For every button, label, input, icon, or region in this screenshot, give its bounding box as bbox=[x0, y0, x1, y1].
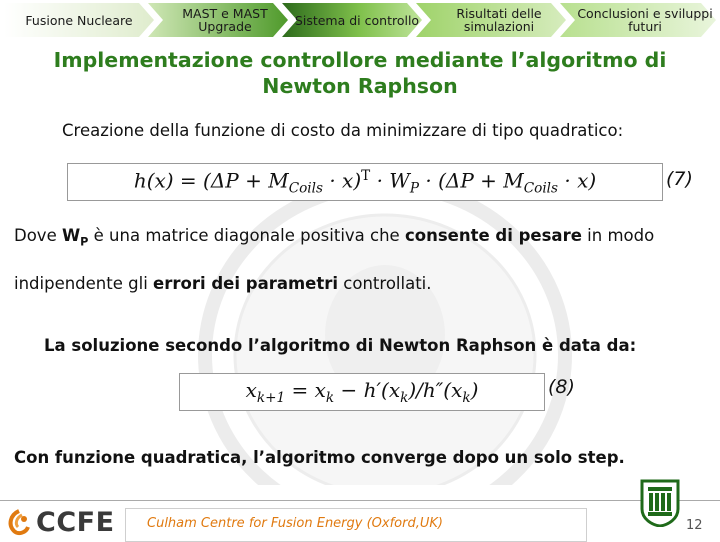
cost-function-formula: $h(x) = (\Delta P + M_{Coils} \cdot x)^T \cdot W_P \cdot (\Delta P + M_{Coils} \cdot x)$ bbox=[67, 163, 663, 201]
tab-fusione-nucleare[interactable] bbox=[4, 3, 154, 37]
ccfe-logo bbox=[6, 507, 115, 538]
conclusion-text: Con funzione quadratica, l’algoritmo converge dopo un solo step. bbox=[14, 448, 625, 467]
newton-raphson-formula: $x_{k+1} = x_k - h'(x_k)/h''(x_k)$ bbox=[179, 373, 545, 411]
ccfe-logo-text: CCFE bbox=[36, 507, 115, 538]
intro-text: Creazione della funzione di costo da minimizzare di tipo quadratico: bbox=[62, 121, 624, 140]
tab-label: Conclusioni e sviluppi futuri bbox=[577, 6, 713, 34]
tab-mast-upgrade[interactable] bbox=[148, 3, 288, 37]
desc-text: indipendente gli bbox=[14, 274, 154, 293]
desc-text: in modo bbox=[581, 226, 655, 245]
page-number: 12 bbox=[686, 518, 703, 533]
navigation-bar bbox=[0, 0, 720, 44]
tab-label: MAST e MAST Upgrade bbox=[182, 6, 268, 34]
tab-label: Risultati delle simulazioni bbox=[456, 6, 542, 34]
desc-wp-sub: P bbox=[80, 235, 89, 249]
tab-risultati-simulazioni[interactable] bbox=[416, 3, 566, 37]
desc-text: controllati. bbox=[338, 274, 432, 293]
tab-label: Sistema di controllo bbox=[294, 12, 420, 28]
desc-text: è una matrice diagonale positiva che bbox=[88, 226, 405, 245]
desc-wp: W bbox=[61, 226, 81, 245]
footer-caption: Culham Centre for Fusion Energy (Oxford,UK) bbox=[147, 516, 443, 531]
equation-number-7: (7) bbox=[666, 168, 693, 190]
ccfe-swirl-icon bbox=[6, 509, 32, 537]
description-line-2 bbox=[14, 274, 432, 293]
tab-conclusioni[interactable] bbox=[560, 3, 716, 37]
tab-sistema-di-controllo[interactable] bbox=[282, 3, 422, 37]
footer-divider bbox=[0, 500, 720, 501]
solution-heading: La soluzione secondo l’algoritmo di Newton Raphson è data da: bbox=[44, 336, 637, 355]
desc-emphasis: errori dei parametri bbox=[153, 274, 339, 293]
description-line-1 bbox=[14, 226, 654, 248]
desc-text: Dove bbox=[14, 226, 62, 245]
desc-emphasis: consente di pesare bbox=[404, 226, 582, 245]
equation-number-8: (8) bbox=[548, 376, 575, 398]
university-logo-icon bbox=[640, 479, 680, 527]
slide-title: Implementazione controllore mediante l’algoritmo di Newton Raphson bbox=[53, 48, 667, 98]
tab-label: Fusione Nucleare bbox=[25, 12, 133, 28]
